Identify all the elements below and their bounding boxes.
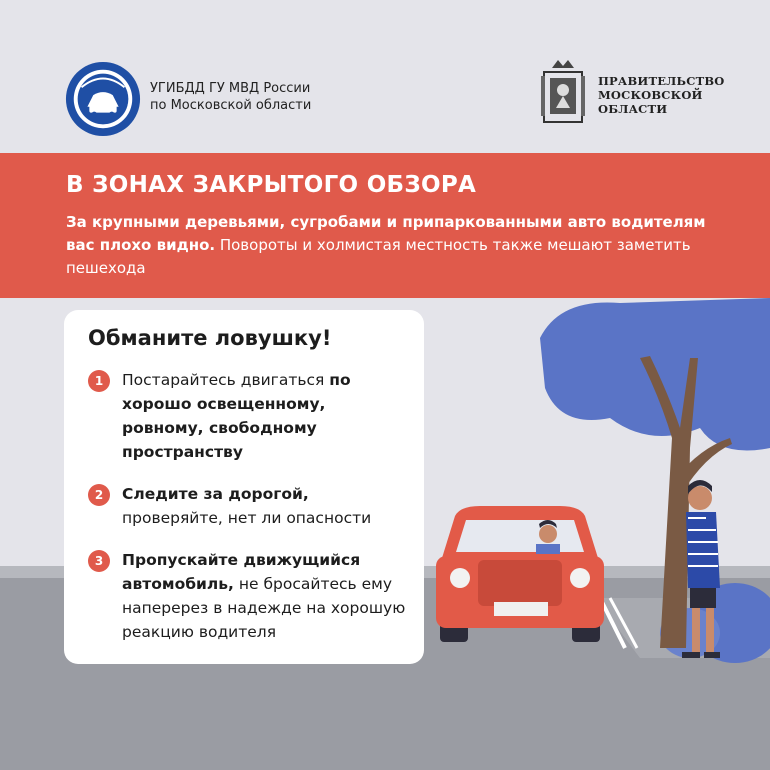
right-org-line3: ОБЛАСТИ: [598, 102, 668, 116]
step-text-regular-after: не бросайтесь ему наперерез в надежде на хорошую реакцию водителя: [122, 575, 406, 641]
banner-title: В ЗОНАХ ЗАКРЫТОГО ОБЗОРА: [66, 172, 477, 198]
left-org-name: [150, 80, 311, 114]
step-number-badge: 3: [88, 550, 110, 572]
header: [0, 0, 770, 150]
step-text-bold: по хорошо освещенному, ровному, свободному пространству: [122, 371, 351, 461]
banner-text-regular: Повороты и холмистая местность также мешают заметить пешехода: [66, 236, 691, 277]
police-logo-icon: [64, 60, 142, 138]
card-title: Обманите ловушку!: [88, 326, 332, 350]
step-text: [122, 482, 412, 530]
step-text-regular-after: проверяйте, нет ли опасности: [122, 509, 372, 527]
step-number-badge: 1: [88, 370, 110, 392]
banner-text: [66, 211, 726, 280]
coat-of-arms-icon: [540, 58, 586, 126]
left-org-line1: УГИБДД ГУ МВД России: [150, 81, 311, 96]
car-illustration: [436, 506, 604, 642]
banner-text-bold: За крупными деревьями, сугробами и припаркованными авто водителям вас плохо видно.: [66, 213, 706, 254]
step-text-bold: Пропускайте движущийся автомобиль,: [122, 551, 361, 593]
right-org-line1: ПРАВИТЕЛЬСТВО: [598, 74, 725, 88]
left-org-line2: по Московской области: [150, 98, 312, 113]
step-text: [122, 548, 412, 644]
step-text-regular: Постарайтесь двигаться: [122, 371, 330, 389]
step-number-badge: 2: [88, 484, 110, 506]
advice-card: [64, 310, 424, 664]
step-text: [122, 368, 412, 464]
step-text-bold: Следите за дорогой,: [122, 485, 309, 503]
right-org-name: [598, 74, 725, 116]
right-org-line2: МОСКОВСКОЙ: [598, 88, 703, 102]
